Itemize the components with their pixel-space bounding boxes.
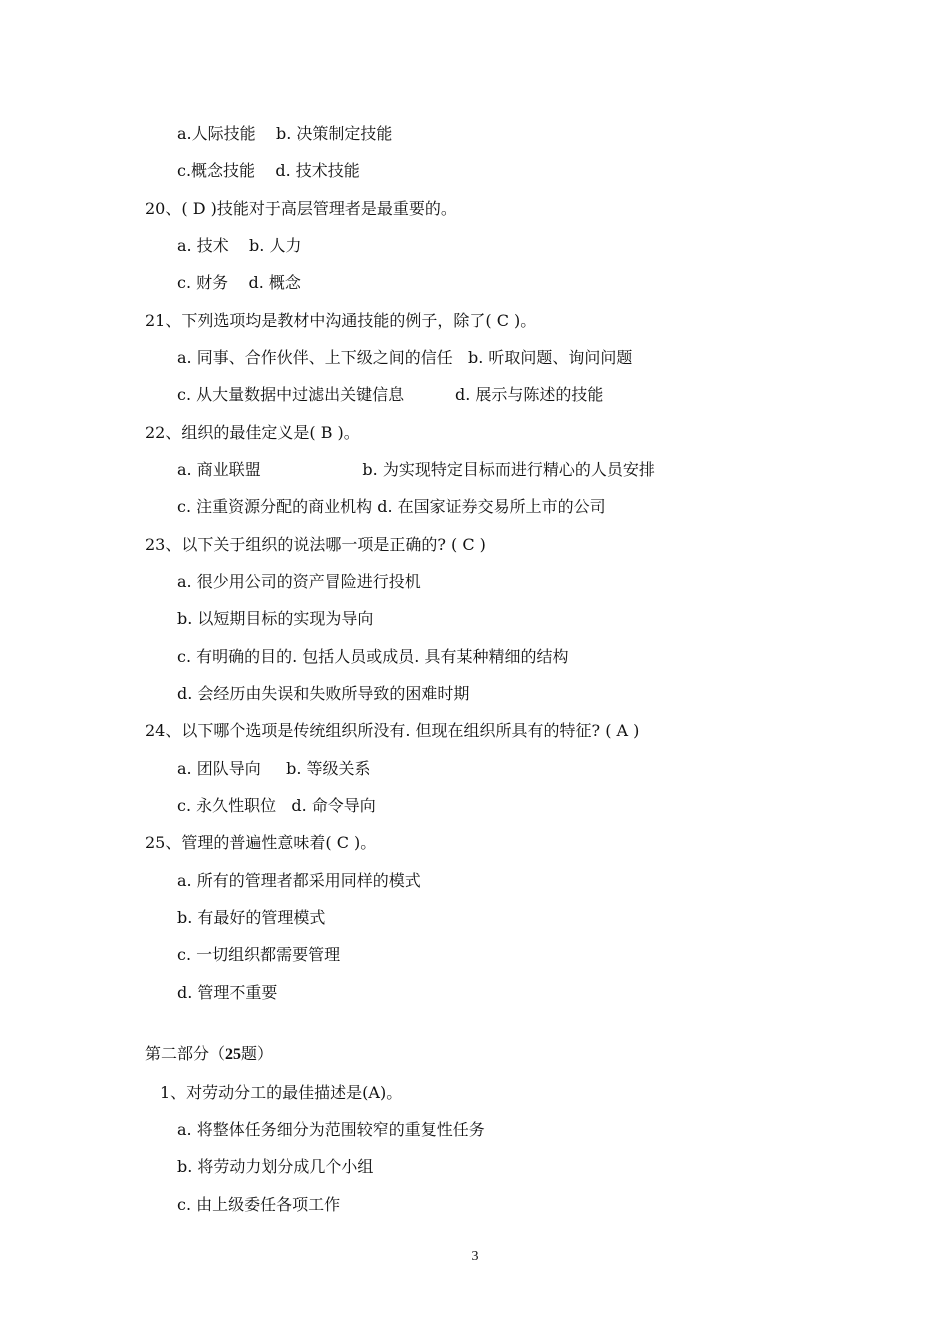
option-line: b. 将劳动力划分成几个小组 xyxy=(177,1157,374,1176)
section-heading xyxy=(145,1045,273,1065)
option-line: a. 技术 b. 人力 xyxy=(177,236,302,255)
option-line: c. 一切组织都需要管理 xyxy=(177,945,341,964)
question-21: 21、下列选项均是教材中沟通技能的例子，除了( C )。 xyxy=(145,311,537,330)
section-prefix: 第二部分（ xyxy=(145,1046,226,1063)
option-line: a. 将整体任务细分为范围较窄的重复性任务 xyxy=(177,1120,485,1139)
part2-question-1: 1、对劳动分工的最佳描述是(A)。 xyxy=(160,1083,403,1102)
page-number: 3 xyxy=(471,1249,479,1264)
question-25: 25、管理的普遍性意味着( C )。 xyxy=(145,833,377,852)
question-24: 24、以下哪个选项是传统组织所没有. 但现在组织所具有的特征? ( A ) xyxy=(145,721,640,740)
option-line: b. 以短期目标的实现为导向 xyxy=(177,609,374,628)
option-line: d. 管理不重要 xyxy=(177,983,278,1002)
option-line: c. 注重资源分配的商业机构 d. 在国家证券交易所上市的公司 xyxy=(177,497,606,516)
option-line: b. 有最好的管理模式 xyxy=(177,908,326,927)
option-line: c. 从大量数据中过滤出关键信息 d. 展示与陈述的技能 xyxy=(177,385,604,404)
section-count: 25 xyxy=(225,1046,242,1063)
option-line: a. 很少用公司的资产冒险进行投机 xyxy=(177,572,421,591)
option-line: a.人际技能 b. 决策制定技能 xyxy=(177,124,393,143)
option-line: c. 永久性职位 d. 命令导向 xyxy=(177,796,376,815)
option-line: c. 财务 d. 概念 xyxy=(177,273,301,292)
question-20: 20、( D )技能对于高层管理者是最重要的。 xyxy=(145,199,457,218)
option-line: a. 团队导向 b. 等级关系 xyxy=(177,759,371,778)
section-suffix: 题） xyxy=(241,1046,274,1063)
option-line: a. 同事、合作伙伴、上下级之间的信任 b. 听取问题、询问问题 xyxy=(177,348,633,367)
option-line: c. 有明确的目的. 包括人员或成员. 具有某种精细的结构 xyxy=(177,647,569,666)
option-line: c.概念技能 d. 技术技能 xyxy=(177,161,360,180)
option-line: a. 所有的管理者都采用同样的模式 xyxy=(177,871,421,890)
question-22: 22、组织的最佳定义是( B )。 xyxy=(145,423,360,442)
question-23: 23、以下关于组织的说法哪一项是正确的? ( C ) xyxy=(145,535,486,554)
option-line: d. 会经历由失误和失败所导致的困难时期 xyxy=(177,684,470,703)
option-line: a. 商业联盟 b. 为实现特定目标而进行精心的人员安排 xyxy=(177,460,655,479)
option-line: c. 由上级委任各项工作 xyxy=(177,1195,341,1214)
